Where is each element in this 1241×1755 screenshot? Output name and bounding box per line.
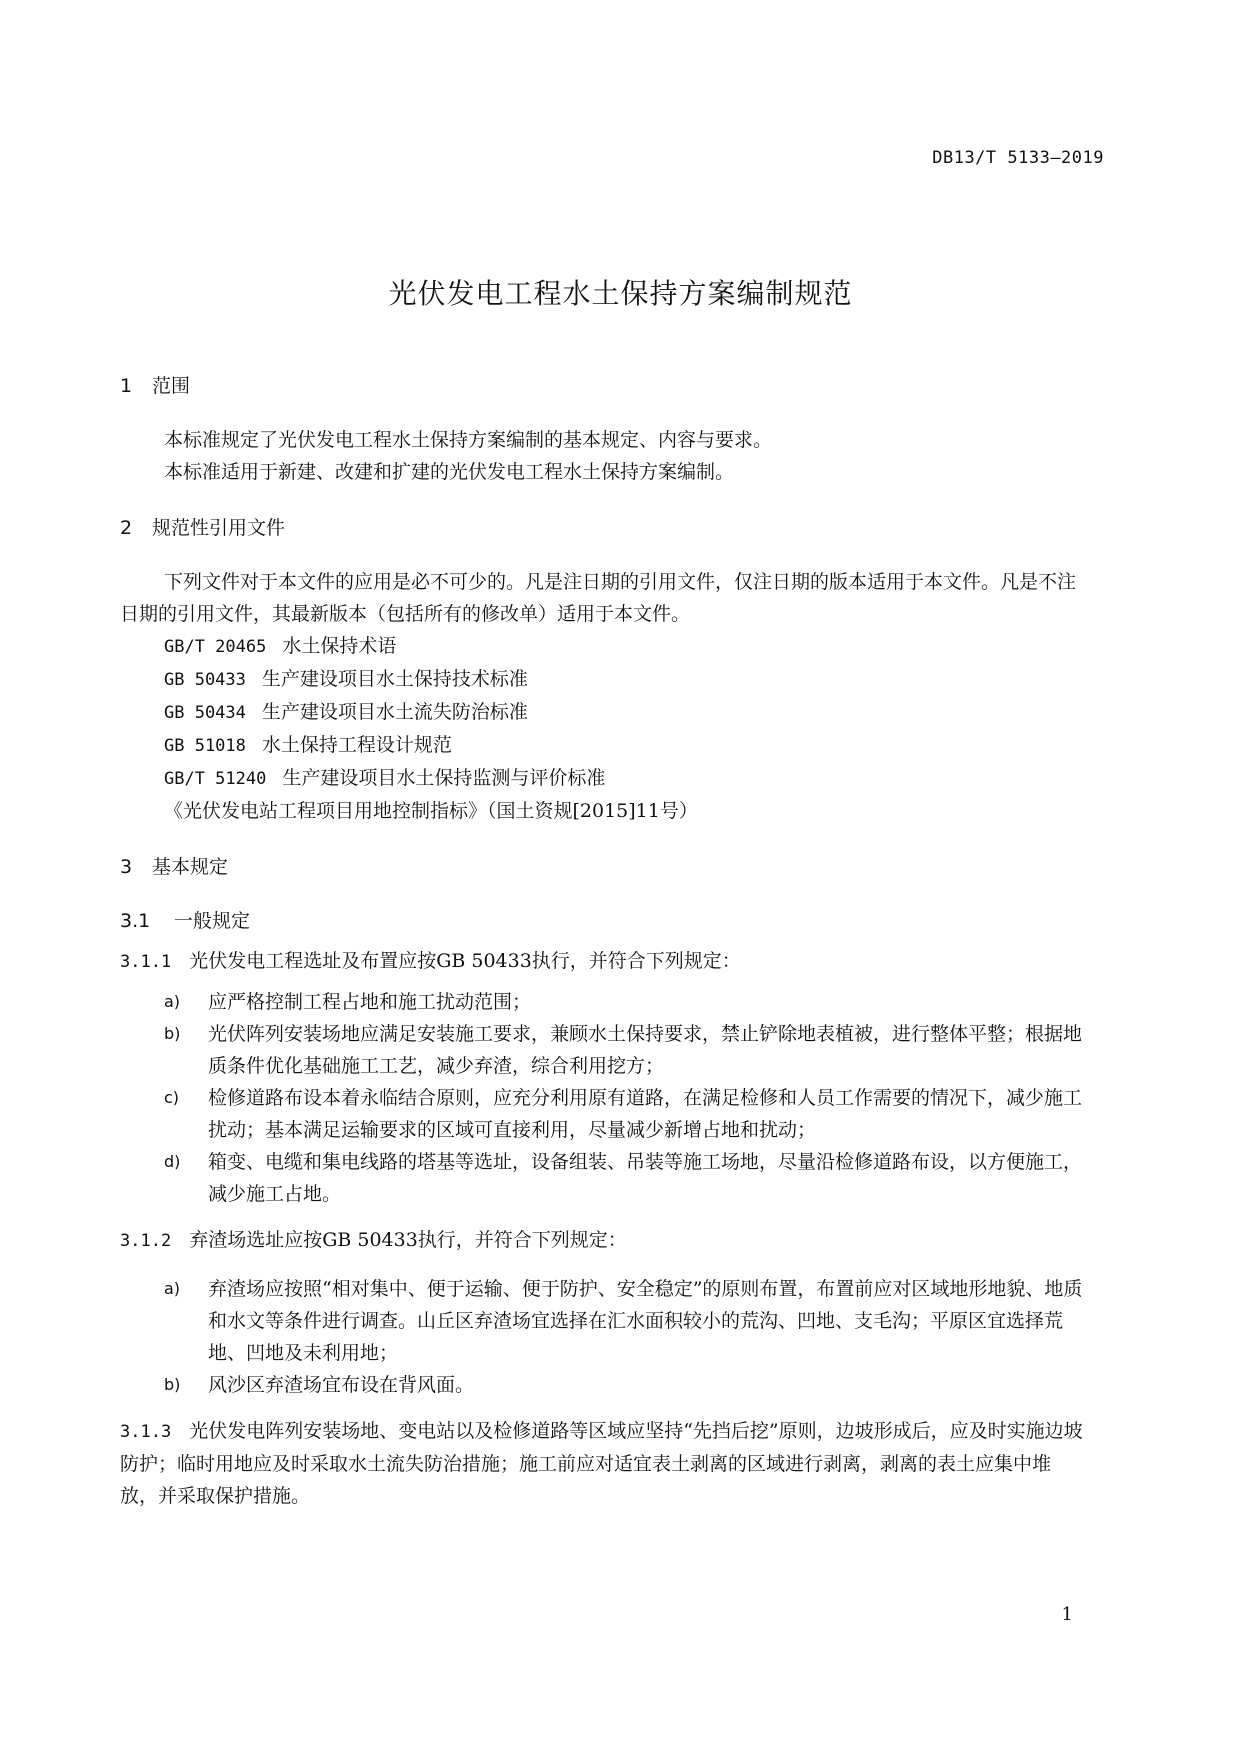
list-text: 检修道路布设本着永临结合原则，应充分利用原有道路，在满足检修和人员工作需要的情况下，减少施工扰动；基本满足运输要求的区域可直接利用，尽量减少新增占地和扰动； (208, 1087, 1083, 1141)
clause-3-1-3 (120, 1415, 1085, 1512)
section-title: 范围 (152, 375, 191, 397)
list-marker: c) (164, 1088, 180, 1107)
reference-item (120, 762, 1085, 795)
clause-3-1-1 (120, 945, 1085, 978)
clause-3-1-2 (120, 1224, 1085, 1257)
subsection-number: 3.1 (120, 910, 151, 932)
section-title: 基本规定 (152, 856, 229, 878)
list-item (164, 1146, 1085, 1210)
reference-code: GB 50433 (164, 670, 246, 690)
section-heading-references (120, 512, 1085, 544)
clause-number: 3.1.3 (120, 1422, 172, 1442)
reference-title: 生产建设项目水土保持监测与评价标准 (282, 767, 606, 789)
clause-list (120, 1273, 1085, 1401)
reference-item (120, 729, 1085, 762)
document-body (120, 370, 1085, 1512)
reference-title: 水土保持工程设计规范 (261, 734, 452, 756)
paragraph: 本标准规定了光伏发电工程水土保持方案编制的基本规定、内容与要求。 (164, 429, 773, 451)
section-title: 规范性引用文件 (152, 517, 286, 539)
clause-list (120, 986, 1085, 1210)
list-marker: b) (164, 1024, 181, 1043)
reference-item: 《光伏发电站工程项目用地控制指标》（国土资规[2015]11号） (164, 800, 698, 822)
subsection-heading-general (120, 905, 1085, 937)
reference-code: GB 50434 (164, 703, 246, 723)
list-item (164, 986, 1085, 1018)
page-number: 1 (1061, 1604, 1073, 1625)
paragraph: 下列文件对于本文件的应用是必不可少的。凡是注日期的引用文件，仅注日期的版本适用于本文件。凡是不注日期的引用文件，其最新版本（包括所有的修改单）适用于本文件。 (120, 571, 1077, 625)
clause-text: 弃渣场选址应按GB 50433执行，并符合下列规定： (189, 1229, 627, 1251)
paragraph: 本标准适用于新建、改建和扩建的光伏发电工程水土保持方案编制。 (164, 461, 735, 483)
list-item (164, 1369, 1085, 1401)
list-marker: d) (164, 1152, 181, 1171)
list-item (164, 1018, 1085, 1082)
section-number: 1 (120, 375, 133, 397)
list-text: 箱变、电缆和集电线路的塔基等选址，设备组装、吊装等施工场地，尽量沿检修道路布设，以方便施工，减少施工占地。 (208, 1151, 1083, 1205)
list-marker: a) (164, 1279, 181, 1298)
clause-text: 光伏发电阵列安装场地、变电站以及检修道路等区域应坚持“先挡后挖”原则，边坡形成后，应及时实施边坡防护；临时用地应及时采取水土流失防治措施；施工前应对适宜表土剥离的区域进行剥离，剥离的表土应集中堆放，并采取保护措施。 (120, 1420, 1083, 1507)
reference-code: GB/T 20465 (164, 637, 267, 657)
reference-code: GB 51018 (164, 736, 246, 756)
reference-title: 水土保持术语 (282, 635, 397, 657)
document-code: DB13/T 5133—2019 (932, 148, 1104, 168)
document-title: 光伏发电工程水土保持方案编制规范 (388, 277, 853, 310)
list-item (164, 1273, 1085, 1369)
reference-item (120, 630, 1085, 663)
section-number: 2 (120, 517, 133, 539)
section-heading-basic-rules (120, 851, 1085, 883)
reference-item (120, 696, 1085, 729)
list-text: 风沙区弃渣场宜布设在背风面。 (208, 1374, 475, 1396)
list-item (164, 1082, 1085, 1146)
list-text: 光伏阵列安装场地应满足安装施工要求，兼顾水土保持要求，禁止铲除地表植被，进行整体平整；根据地质条件优化基础施工工艺，减少弃渣，综合利用挖方； (208, 1023, 1083, 1077)
clause-text: 光伏发电工程选址及布置应按GB 50433执行，并符合下列规定： (189, 950, 741, 972)
section-number: 3 (120, 856, 133, 878)
subsection-title: 一般规定 (174, 910, 251, 932)
list-marker: b) (164, 1375, 181, 1394)
clause-number: 3.1.1 (120, 952, 172, 972)
list-text: 弃渣场应按照“相对集中、便于运输、便于防护、安全稳定”的原则布置，布置前应对区域地形地貌、地质和水文等条件进行调查。山丘区弃渣场宜选择在汇水面积较小的荒沟、凹地、支毛沟；平原区宜选择荒地、凹地及未利用地； (208, 1278, 1083, 1364)
clause-number: 3.1.2 (120, 1231, 172, 1251)
section-heading-scope (120, 370, 1085, 402)
list-text: 应严格控制工程占地和施工扰动范围； (208, 991, 532, 1013)
reference-title: 生产建设项目水土保持技术标准 (261, 668, 528, 690)
reference-code: GB/T 51240 (164, 769, 267, 789)
reference-item (120, 663, 1085, 696)
reference-title: 生产建设项目水土流失防治标准 (261, 701, 528, 723)
list-marker: a) (164, 992, 181, 1011)
